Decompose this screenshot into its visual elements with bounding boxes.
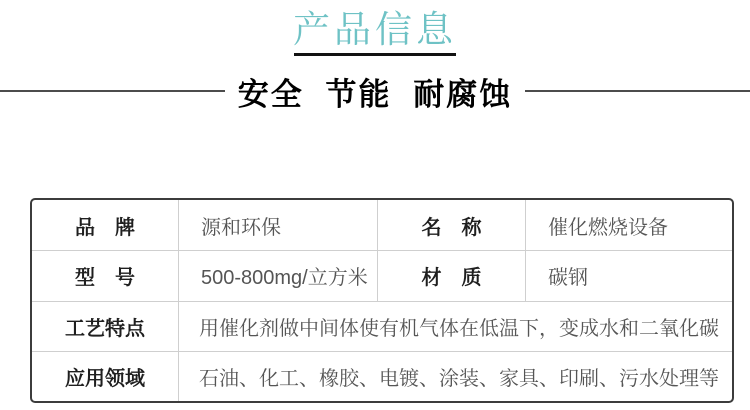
name-value: 催化燃烧设备 xyxy=(525,200,732,250)
application-fields-label: 应用领域 xyxy=(32,351,178,401)
brand-value: 源和环保 xyxy=(178,200,377,250)
process-features-label: 工艺特点 xyxy=(32,301,178,351)
page-title: 产品信息 xyxy=(293,9,457,50)
subtitle-rule-left xyxy=(0,90,225,92)
title-underline xyxy=(294,53,456,56)
subtitle-rule-right xyxy=(525,90,750,92)
subtitle-text: 安全 节能 耐腐蚀 xyxy=(237,76,513,112)
brand-label: 品 牌 xyxy=(75,216,135,239)
spec-table xyxy=(30,198,734,403)
application-fields-value: 石油、化工、橡胶、电镀、涂装、家具、印刷、污水处理等 xyxy=(178,351,732,401)
subtitle-block xyxy=(0,72,750,110)
model-label: 型 号 xyxy=(32,250,178,300)
name-label: 名 称 xyxy=(377,200,525,250)
title-block xyxy=(0,8,750,56)
material-label: 材 质 xyxy=(377,250,525,300)
model-value: 500-800mg/立方米 xyxy=(178,250,377,300)
material-value: 碳钢 xyxy=(525,250,732,300)
process-features-value: 用催化剂做中间体使有机气体在低温下，变成水和二氧化碳 xyxy=(178,301,732,351)
